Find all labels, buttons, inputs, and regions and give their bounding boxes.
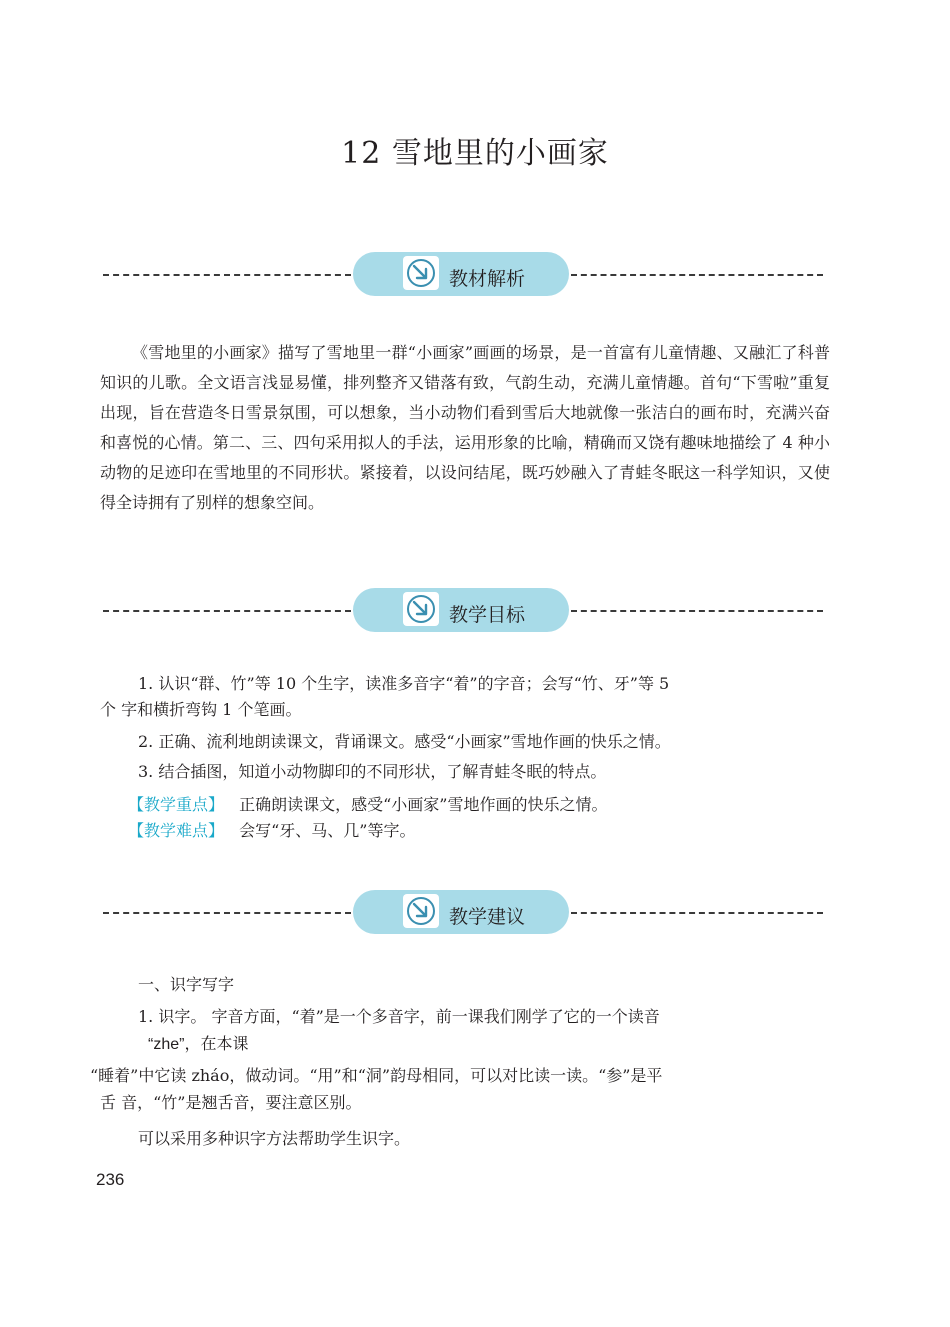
page-number: 236 <box>96 1170 125 1189</box>
section-header-analysis <box>103 252 823 300</box>
section-label: 教材解析 <box>449 268 526 290</box>
key-point-text: 正确朗读课文，感受“小画家”雪地作画的快乐之情。 <box>239 795 608 814</box>
difficult-point-text: 会写“牙、马、几”等字。 <box>239 821 416 840</box>
divider <box>103 912 351 914</box>
difficult-point-label: 【教学难点】 <box>128 821 225 840</box>
divider <box>571 912 823 914</box>
analysis-paragraph: 《雪地里的小画家》描写了雪地里一群“小画家”画画的场景，是一首富有儿童情趣、又融汇了科普知识的儿歌。全文语言浅显易懂，排列整齐又错落有致，气韵生动，充满儿童情趣。首句“下雪啦”重复出现，旨在营造冬日雪景氛围，可以想象，当小动物们看到雪后大地就像一张洁白的画布时，充满兴奋和喜悦的心情。第二、三、四句采用拟人的手法，运用形象的比喻，精确而又饶有趣味地描绘了 4 种小动物的足迹印在雪地里的不同形状。紧接着，以设问结尾，既巧妙融入了青蛙冬眠这一科学知识，又使得全诗拥有了别样的想象空间。 <box>100 343 830 512</box>
goal-item: 3. 结合插图，知道小动物脚印的不同形状，了解青蛙冬眠的特点。 <box>138 762 607 781</box>
arrow-down-right-icon <box>403 894 439 928</box>
suggestion-line: 可以采用多种识字方法帮助学生识字。 <box>138 1129 411 1148</box>
divider <box>103 610 351 612</box>
suggestion-line: “zhe”，在本课 <box>148 1036 249 1053</box>
arrow-down-right-icon <box>403 256 439 290</box>
section-header-goals <box>103 588 823 636</box>
section-label: 教学目标 <box>449 604 526 626</box>
section-label: 教学建议 <box>449 906 526 928</box>
difficult-point <box>128 818 415 841</box>
page-title: 12 雪地里的小画家 <box>341 136 609 171</box>
key-point <box>128 792 607 815</box>
goal-item: 个 字和横折弯钩 1 个笔画。 <box>100 700 302 719</box>
section-header-suggestions <box>103 890 823 938</box>
suggestion-line: “睡着”中它读 zháo，做动词。“用”和“洞”韵母相同，可以对比读一读。“参”是平 <box>90 1066 663 1085</box>
suggestion-line: 1. 识字。 字音方面，“着”是一个多音字，前一课我们刚学了它的一个读音 <box>138 1007 660 1026</box>
section-pill <box>353 252 569 296</box>
key-point-label: 【教学重点】 <box>128 795 225 814</box>
section-pill <box>353 588 569 632</box>
suggestion-line: 舌 音，“竹”是翘舌音，要注意区别。 <box>100 1093 362 1112</box>
goal-item: 2. 正确、流利地朗读课文，背诵课文。感受“小画家”雪地作画的快乐之情。 <box>138 732 671 751</box>
divider <box>103 274 351 276</box>
section-pill <box>353 890 569 934</box>
goal-item: 1. 认识“群、竹”等 10 个生字，读准多音字“着”的字音；会写“竹、牙”等 5 <box>138 674 670 693</box>
divider <box>571 610 823 612</box>
arrow-down-right-icon <box>403 592 439 626</box>
suggestion-heading: 一、识字写字 <box>138 975 235 994</box>
divider <box>571 274 823 276</box>
